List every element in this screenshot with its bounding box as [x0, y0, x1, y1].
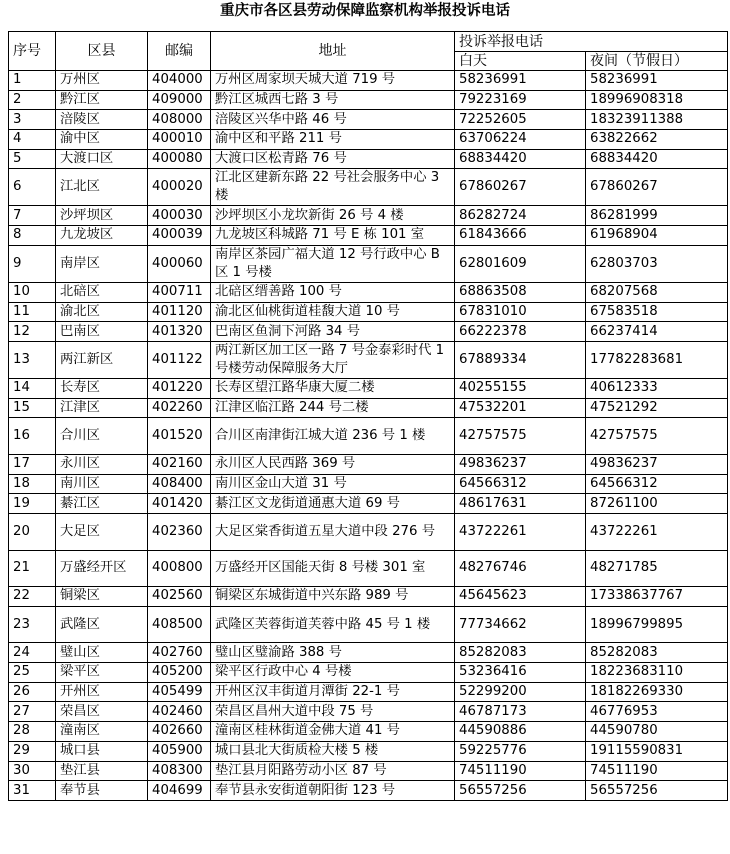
cell-postcode: 400010: [148, 130, 211, 150]
cell-postcode: 402360: [148, 513, 211, 550]
table-row: [9, 722, 728, 742]
cell-postcode: 401320: [148, 322, 211, 342]
table-row: [9, 282, 728, 302]
cell-seq: 26: [9, 682, 56, 702]
table-row: [9, 341, 728, 378]
cell-address: 永川区人民西路 369 号: [211, 454, 455, 474]
cell-night-phone: 68207568: [586, 282, 728, 302]
table-row: [9, 169, 728, 206]
cell-address: 江津区临江路 244 号二楼: [211, 398, 455, 418]
cell-address: 两江新区加工区一路 7 号金泰彩时代 1 号楼劳动保障服务大厅: [211, 341, 455, 378]
cell-postcode: 408500: [148, 606, 211, 643]
cell-address: 长寿区望江路华康大厦二楼: [211, 378, 455, 398]
cell-night-phone: 62803703: [586, 245, 728, 282]
cell-seq: 9: [9, 245, 56, 282]
cell-day-phone: 61843666: [455, 226, 586, 246]
cell-day-phone: 86282724: [455, 206, 586, 226]
cell-address: 南川区金山大道 31 号: [211, 474, 455, 494]
cell-seq: 28: [9, 722, 56, 742]
cell-district: 武隆区: [56, 606, 148, 643]
table-row: [9, 761, 728, 781]
cell-postcode: 400030: [148, 206, 211, 226]
cell-night-phone: 42757575: [586, 418, 728, 455]
cell-postcode: 408400: [148, 474, 211, 494]
cell-postcode: 408300: [148, 761, 211, 781]
cell-postcode: 401120: [148, 302, 211, 322]
table-row: [9, 781, 728, 801]
cell-address: 巴南区鱼洞下河路 34 号: [211, 322, 455, 342]
cell-day-phone: 49836237: [455, 454, 586, 474]
cell-district: 巴南区: [56, 322, 148, 342]
cell-address: 江北区建新东路 22 号社会服务中心 3 楼: [211, 169, 455, 206]
table-row: [9, 302, 728, 322]
cell-district: 大足区: [56, 513, 148, 550]
cell-district: 奉节县: [56, 781, 148, 801]
cell-night-phone: 18996799895: [586, 606, 728, 643]
cell-address: 垫江县月阳路劳动小区 87 号: [211, 761, 455, 781]
table-row: [9, 110, 728, 130]
cell-day-phone: 77734662: [455, 606, 586, 643]
cell-seq: 30: [9, 761, 56, 781]
cell-day-phone: 64566312: [455, 474, 586, 494]
cell-seq: 22: [9, 587, 56, 607]
cell-seq: 20: [9, 513, 56, 550]
cell-day-phone: 48617631: [455, 494, 586, 514]
cell-night-phone: 18223683110: [586, 663, 728, 683]
cell-night-phone: 68834420: [586, 149, 728, 169]
cell-day-phone: 58236991: [455, 71, 586, 91]
cell-night-phone: 49836237: [586, 454, 728, 474]
cell-day-phone: 45645623: [455, 587, 586, 607]
table-row: [9, 587, 728, 607]
cell-district: 大渡口区: [56, 149, 148, 169]
cell-night-phone: 19115590831: [586, 741, 728, 761]
cell-district: 永川区: [56, 454, 148, 474]
cell-address: 合川区南津街江城大道 236 号 1 楼: [211, 418, 455, 455]
cell-address: 武隆区芙蓉街道芙蓉中路 45 号 1 楼: [211, 606, 455, 643]
cell-night-phone: 63822662: [586, 130, 728, 150]
cell-address: 铜梁区东城街道中兴东路 989 号: [211, 587, 455, 607]
cell-night-phone: 48271785: [586, 550, 728, 587]
cell-seq: 15: [9, 398, 56, 418]
cell-district: 沙坪坝区: [56, 206, 148, 226]
cell-day-phone: 68834420: [455, 149, 586, 169]
cell-seq: 31: [9, 781, 56, 801]
cell-postcode: 402160: [148, 454, 211, 474]
cell-postcode: 400020: [148, 169, 211, 206]
cell-district: 涪陵区: [56, 110, 148, 130]
cell-night-phone: 17338637767: [586, 587, 728, 607]
cell-district: 长寿区: [56, 378, 148, 398]
cell-night-phone: 47521292: [586, 398, 728, 418]
cell-address: 大足区棠香街道五星大道中段 276 号: [211, 513, 455, 550]
cell-district: 渝北区: [56, 302, 148, 322]
cell-address: 涪陵区兴华中路 46 号: [211, 110, 455, 130]
cell-seq: 12: [9, 322, 56, 342]
cell-day-phone: 59225776: [455, 741, 586, 761]
table-row: [9, 226, 728, 246]
complaint-phone-table: [8, 31, 728, 801]
cell-night-phone: 86281999: [586, 206, 728, 226]
cell-postcode: 402660: [148, 722, 211, 742]
cell-postcode: 405900: [148, 741, 211, 761]
cell-district: 黔江区: [56, 90, 148, 110]
table-row: [9, 741, 728, 761]
cell-district: 合川区: [56, 418, 148, 455]
cell-district: 开州区: [56, 682, 148, 702]
cell-night-phone: 67583518: [586, 302, 728, 322]
table-row: [9, 702, 728, 722]
cell-seq: 7: [9, 206, 56, 226]
cell-address: 綦江区文龙街道通惠大道 69 号: [211, 494, 455, 514]
cell-district: 渝中区: [56, 130, 148, 150]
cell-seq: 1: [9, 71, 56, 91]
cell-address: 奉节县永安街道朝阳街 123 号: [211, 781, 455, 801]
cell-postcode: 402560: [148, 587, 211, 607]
cell-district: 梁平区: [56, 663, 148, 683]
cell-district: 潼南区: [56, 722, 148, 742]
cell-district: 北碚区: [56, 282, 148, 302]
cell-district: 璧山区: [56, 643, 148, 663]
cell-district: 江津区: [56, 398, 148, 418]
cell-day-phone: 74511190: [455, 761, 586, 781]
table-row: [9, 643, 728, 663]
cell-seq: 24: [9, 643, 56, 663]
cell-seq: 25: [9, 663, 56, 683]
table-row: [9, 550, 728, 587]
table-row: [9, 418, 728, 455]
cell-seq: 19: [9, 494, 56, 514]
table-row: [9, 474, 728, 494]
table-row: [9, 513, 728, 550]
cell-day-phone: 63706224: [455, 130, 586, 150]
cell-seq: 6: [9, 169, 56, 206]
cell-address: 城口县北大街质检大楼 5 楼: [211, 741, 455, 761]
cell-day-phone: 79223169: [455, 90, 586, 110]
cell-postcode: 400711: [148, 282, 211, 302]
cell-postcode: 409000: [148, 90, 211, 110]
cell-address: 潼南区桂林街道金佛大道 41 号: [211, 722, 455, 742]
table-row: [9, 206, 728, 226]
cell-night-phone: 58236991: [586, 71, 728, 91]
header-phone-group: 投诉举报电话: [455, 32, 728, 52]
cell-day-phone: 68863508: [455, 282, 586, 302]
header-night: 夜间（节假日）: [586, 52, 728, 71]
table-row: [9, 606, 728, 643]
header-district: 区县: [56, 32, 148, 71]
cell-postcode: 400060: [148, 245, 211, 282]
cell-night-phone: 43722261: [586, 513, 728, 550]
cell-day-phone: 85282083: [455, 643, 586, 663]
cell-postcode: 400800: [148, 550, 211, 587]
cell-address: 黔江区城西七路 3 号: [211, 90, 455, 110]
header-seq: 序号: [9, 32, 56, 71]
cell-day-phone: 67860267: [455, 169, 586, 206]
cell-district: 垫江县: [56, 761, 148, 781]
cell-day-phone: 42757575: [455, 418, 586, 455]
cell-address: 大渡口区松青路 76 号: [211, 149, 455, 169]
cell-address: 沙坪坝区小龙坎新街 26 号 4 楼: [211, 206, 455, 226]
cell-postcode: 404699: [148, 781, 211, 801]
cell-day-phone: 46787173: [455, 702, 586, 722]
cell-seq: 23: [9, 606, 56, 643]
cell-night-phone: 87261100: [586, 494, 728, 514]
cell-postcode: 401420: [148, 494, 211, 514]
cell-seq: 21: [9, 550, 56, 587]
table-row: [9, 322, 728, 342]
cell-night-phone: 40612333: [586, 378, 728, 398]
cell-day-phone: 72252605: [455, 110, 586, 130]
table-row: [9, 90, 728, 110]
cell-night-phone: 18323911388: [586, 110, 728, 130]
cell-address: 渝北区仙桃街道桂馥大道 10 号: [211, 302, 455, 322]
cell-day-phone: 53236416: [455, 663, 586, 683]
cell-night-phone: 85282083: [586, 643, 728, 663]
cell-seq: 14: [9, 378, 56, 398]
cell-district: 綦江区: [56, 494, 148, 514]
cell-postcode: 401220: [148, 378, 211, 398]
cell-address: 北碚区缙善路 100 号: [211, 282, 455, 302]
cell-seq: 10: [9, 282, 56, 302]
cell-day-phone: 47532201: [455, 398, 586, 418]
header-postcode: 邮编: [148, 32, 211, 71]
table-row: [9, 454, 728, 474]
cell-seq: 16: [9, 418, 56, 455]
cell-day-phone: 56557256: [455, 781, 586, 801]
cell-postcode: 402260: [148, 398, 211, 418]
cell-address: 梁平区行政中心 4 号楼: [211, 663, 455, 683]
cell-night-phone: 17782283681: [586, 341, 728, 378]
table-row: [9, 71, 728, 91]
cell-address: 九龙坡区科城路 71 号 E 栋 101 室: [211, 226, 455, 246]
cell-postcode: 401122: [148, 341, 211, 378]
cell-postcode: 402460: [148, 702, 211, 722]
cell-day-phone: 48276746: [455, 550, 586, 587]
cell-day-phone: 66222378: [455, 322, 586, 342]
page-title: 重庆市各区县劳动保障监察机构举报投诉电话: [220, 2, 510, 19]
cell-district: 九龙坡区: [56, 226, 148, 246]
cell-district: 铜梁区: [56, 587, 148, 607]
cell-postcode: 401520: [148, 418, 211, 455]
table-body: [9, 71, 728, 801]
cell-address: 万州区周家坝天城大道 719 号: [211, 71, 455, 91]
cell-postcode: 408000: [148, 110, 211, 130]
cell-seq: 27: [9, 702, 56, 722]
cell-night-phone: 66237414: [586, 322, 728, 342]
table-row: [9, 130, 728, 150]
cell-district: 南川区: [56, 474, 148, 494]
table-row: [9, 398, 728, 418]
header-day: 白天: [455, 52, 586, 71]
cell-postcode: 400080: [148, 149, 211, 169]
cell-night-phone: 74511190: [586, 761, 728, 781]
table-row: [9, 149, 728, 169]
cell-district: 南岸区: [56, 245, 148, 282]
cell-night-phone: 44590780: [586, 722, 728, 742]
cell-district: 城口县: [56, 741, 148, 761]
cell-day-phone: 44590886: [455, 722, 586, 742]
cell-night-phone: 61968904: [586, 226, 728, 246]
table-row: [9, 494, 728, 514]
cell-seq: 8: [9, 226, 56, 246]
cell-day-phone: 40255155: [455, 378, 586, 398]
table-row: [9, 245, 728, 282]
cell-day-phone: 62801609: [455, 245, 586, 282]
cell-address: 璧山区璧渝路 388 号: [211, 643, 455, 663]
cell-seq: 2: [9, 90, 56, 110]
cell-postcode: 402760: [148, 643, 211, 663]
cell-night-phone: 64566312: [586, 474, 728, 494]
cell-night-phone: 67860267: [586, 169, 728, 206]
cell-night-phone: 18182269330: [586, 682, 728, 702]
cell-address: 南岸区茶园广福大道 12 号行政中心 B 区 1 号楼: [211, 245, 455, 282]
cell-district: 江北区: [56, 169, 148, 206]
cell-district: 荣昌区: [56, 702, 148, 722]
header-address: 地址: [211, 32, 455, 71]
cell-postcode: 404000: [148, 71, 211, 91]
table-row: [9, 378, 728, 398]
cell-seq: 13: [9, 341, 56, 378]
cell-seq: 5: [9, 149, 56, 169]
cell-day-phone: 43722261: [455, 513, 586, 550]
cell-seq: 17: [9, 454, 56, 474]
cell-address: 开州区汉丰街道月潭街 22-1 号: [211, 682, 455, 702]
cell-district: 万州区: [56, 71, 148, 91]
cell-postcode: 405499: [148, 682, 211, 702]
cell-address: 渝中区和平路 211 号: [211, 130, 455, 150]
cell-seq: 29: [9, 741, 56, 761]
cell-seq: 18: [9, 474, 56, 494]
table-row: [9, 682, 728, 702]
cell-night-phone: 56557256: [586, 781, 728, 801]
cell-night-phone: 18996908318: [586, 90, 728, 110]
cell-night-phone: 46776953: [586, 702, 728, 722]
cell-district: 两江新区: [56, 341, 148, 378]
cell-day-phone: 52299200: [455, 682, 586, 702]
cell-seq: 11: [9, 302, 56, 322]
cell-seq: 4: [9, 130, 56, 150]
cell-postcode: 400039: [148, 226, 211, 246]
cell-address: 荣昌区昌州大道中段 75 号: [211, 702, 455, 722]
cell-postcode: 405200: [148, 663, 211, 683]
table-row: [9, 663, 728, 683]
cell-day-phone: 67831010: [455, 302, 586, 322]
cell-day-phone: 67889334: [455, 341, 586, 378]
cell-seq: 3: [9, 110, 56, 130]
cell-district: 万盛经开区: [56, 550, 148, 587]
cell-address: 万盛经开区国能天街 8 号楼 301 室: [211, 550, 455, 587]
